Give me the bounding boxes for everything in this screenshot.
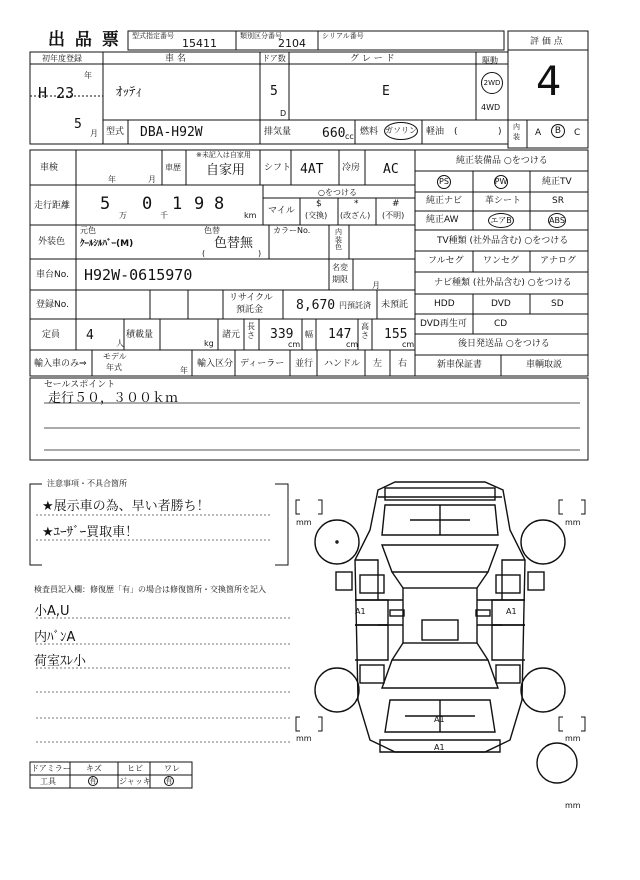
interior-label-2: 装 — [513, 133, 520, 141]
interior-a: A — [535, 128, 542, 138]
door-type: D — [280, 109, 287, 118]
tv-oneseg: ワンセグ — [483, 256, 520, 266]
color-label: 外装色 — [38, 237, 66, 247]
shift-label: シフト — [264, 163, 292, 173]
use-note: ※未記入は自家用 — [196, 151, 251, 159]
width-label: 幅 — [305, 330, 313, 339]
type-no-label: 型式指定番号 — [132, 32, 174, 40]
fuel-gas-circled: ガソリン — [384, 122, 418, 140]
navi-sd: SD — [551, 299, 564, 309]
first-reg-month-unit: 月 — [90, 129, 98, 138]
equip-airbag-circled: エアB — [488, 213, 514, 228]
title-expiry-label-2: 期限 — [332, 275, 348, 284]
mileage-mark-note: ○をつける — [318, 188, 357, 197]
legend-tools-yes: 有 — [89, 776, 97, 785]
legend-scratch: キズ — [86, 764, 102, 773]
sales-point-line-1: 走行５０，３００ｋｍ — [48, 391, 179, 406]
ac-label: 冷房 — [342, 163, 361, 173]
equip-abs-circled: ABS — [548, 213, 566, 228]
recycle-amount: 8,670 — [296, 298, 336, 313]
doors-label: ドア数 — [262, 54, 286, 63]
navi-hdd: HDD — [434, 299, 455, 309]
title-expiry-month: 月 — [372, 281, 380, 290]
damage-rear-a1: A1 — [434, 715, 445, 724]
model-year-unit: 年 — [180, 366, 188, 375]
color-paren-close: ) — [258, 249, 262, 258]
disp-unit: cc — [345, 132, 354, 141]
navi-dvd: DVD — [491, 299, 511, 309]
height-value: 155 — [384, 327, 408, 342]
mileage-unit-sen: 千 — [160, 211, 168, 220]
mileage-digit-1: 5 — [100, 194, 111, 214]
type-no-value: 15411 — [182, 37, 217, 50]
damage-bumper-a1: A1 — [434, 743, 445, 752]
height-unit: cm — [402, 340, 415, 349]
use-label: 車歴 — [165, 163, 181, 172]
handle-label: ハンドル — [324, 359, 361, 369]
inspector-line-3: 荷室ｽﾚ小 — [34, 654, 87, 669]
mileage-unit-km: km — [244, 211, 257, 220]
tire-rear-right-mm: mm — [565, 734, 581, 743]
mileage-digit-3: 1 — [172, 194, 183, 214]
inspector-label: 検査員記入欄：修復歴「有」の場合は修復箇所・交換箇所を記入 — [34, 585, 266, 594]
car-name-label: 車 名 — [165, 54, 186, 64]
import-parallel: 並行 — [295, 359, 314, 369]
equip-pw-circled: PW — [494, 175, 508, 189]
recycle-label-1: リサイクル — [229, 293, 273, 303]
vin-value: H92W-0615970 — [84, 266, 193, 284]
color-orig-value: ｸｰﾙｼﾙﾊﾞｰ(M) — [80, 239, 134, 249]
color-change-label: 色替 — [204, 226, 220, 235]
handle-left: 左 — [373, 359, 383, 369]
class-no-value: 2104 — [278, 37, 306, 50]
ac-value: AC — [383, 162, 399, 177]
model-year-label-2: 年式 — [106, 363, 122, 372]
mileage-dollar: $ — [316, 199, 322, 209]
equip-sr: SR — [552, 196, 564, 206]
grade-value: E — [382, 84, 390, 99]
load-label: 積載量 — [126, 330, 154, 340]
inspector-line-2: 内ﾊﾞﾝA — [34, 630, 76, 645]
load-unit: kg — [204, 339, 214, 348]
sales-point-label: セールスポイント — [44, 380, 116, 390]
notes-label: 注意事項・不具合箇所 — [44, 480, 130, 488]
color-change-value: 色替無 — [214, 236, 254, 251]
title-expiry-label-1: 名変 — [332, 263, 348, 272]
tv-type-title: TV種類 (社外品含む) ○をつける — [437, 236, 569, 246]
mileage-star: * — [354, 199, 359, 209]
notes-line-1: ★展示車の為、早い者勝ち！ — [42, 499, 210, 514]
tire-front-left-mm: mm — [296, 518, 312, 527]
legend-door-mirror: ドアミラー — [31, 764, 71, 773]
first-reg-label: 初年度登録 — [42, 54, 82, 63]
size-label: 諸元 — [222, 330, 241, 340]
color-paren-open: ( — [202, 249, 206, 258]
legend-tools: 工具 — [40, 777, 56, 786]
vin-label: 車台No. — [36, 270, 69, 280]
length-unit: cm — [288, 340, 301, 349]
damage-right-a1: A1 — [506, 607, 517, 616]
wheel-group — [315, 520, 577, 783]
recycle-label-2: 預託金 — [236, 305, 264, 315]
first-reg-year: H 23 — [38, 84, 75, 102]
later-warranty: 新車保証書 — [437, 360, 483, 370]
mileage-hash: # — [392, 199, 400, 209]
serial-label: シリアル番号 — [322, 32, 364, 40]
length-value: 339 — [270, 327, 294, 342]
equip-aw: 純正AW — [426, 215, 459, 225]
model-value: DBA-H92W — [140, 125, 203, 140]
model-year-label-1: モデル — [103, 352, 127, 361]
shift-value: 4AT — [300, 162, 324, 177]
reg-label: 登録No. — [36, 300, 69, 310]
mileage-mile: マイル — [268, 206, 295, 216]
disp-value: 660 — [322, 126, 346, 141]
damage-left-a1: A1 — [355, 607, 366, 616]
mileage-unit-man: 万 — [119, 211, 127, 220]
later-manual: 車輌取説 — [526, 360, 563, 370]
mileage-digit-2: 0 — [142, 194, 153, 214]
navi-cd: CD — [494, 319, 508, 329]
car-name: ｵｯﾃｨ — [116, 85, 142, 100]
recycle-unpaid: 未預託 — [381, 300, 409, 310]
length-label: 長さ — [247, 322, 255, 341]
inspection-month-unit: 月 — [148, 175, 156, 184]
import-label: 輸入車のみ⇒ — [34, 359, 87, 369]
form-title: 出 品 票 — [48, 30, 121, 50]
mileage-star-sub: (改ざん) — [340, 211, 371, 220]
drive-2wd-circled: 2WD — [481, 72, 503, 94]
fuel-paren-close: ) — [498, 127, 502, 137]
first-reg-month: 5 — [74, 117, 82, 132]
model-label: 型式 — [106, 127, 125, 137]
notes-line-2: ★ﾕｰｻﾞｰ買取車！ — [42, 525, 139, 540]
color-orig-label: 元色 — [80, 226, 96, 235]
spare-tire-mm: mm — [565, 801, 581, 810]
interior-b-circled: B — [551, 124, 565, 138]
equip-navi: 純正ナビ — [426, 196, 463, 206]
navi-type-title: ナビ種類 (社外品含む) ○をつける — [434, 278, 572, 288]
grade-label: グ レ ー ド — [350, 54, 395, 64]
inspector-line-1: 小A,U — [34, 604, 70, 619]
fuel-diesel: 軽油 — [426, 127, 445, 137]
mileage-hash-sub: (不明) — [382, 211, 405, 220]
mileage-digit-4: 9 — [194, 194, 205, 214]
drive-4wd: 4WD — [481, 103, 501, 112]
drive-label: 駆動 — [482, 56, 498, 65]
capacity-value: 4 — [86, 328, 94, 343]
inspection-label: 車検 — [40, 163, 59, 173]
rating-value: 4 — [536, 59, 562, 105]
import-class-label: 輸入区分 — [197, 359, 234, 369]
navi-dvd-player: DVD再生可 — [420, 319, 467, 329]
tire-rear-left-mm: mm — [296, 734, 312, 743]
inspection-year-unit: 年 — [108, 175, 116, 184]
legend-jack-yes: 有 — [165, 776, 173, 785]
interior-c: C — [574, 128, 581, 138]
class-no-label: 類別区分番号 — [240, 32, 282, 40]
disp-label: 排気量 — [264, 127, 292, 137]
width-value: 147 — [328, 327, 352, 342]
mileage-dollar-sub: (交換) — [305, 211, 328, 220]
first-reg-year-unit: 年 — [84, 71, 92, 80]
color-no-label: カラーNo. — [273, 226, 311, 235]
tv-analog: アナログ — [540, 256, 577, 266]
tv-fullseg: フルセグ — [428, 256, 464, 266]
equip-leather: 革シート — [485, 196, 522, 206]
fuel-paren-open: ( — [454, 127, 458, 137]
fuel-label: 燃料 — [360, 127, 379, 137]
handle-right: 右 — [398, 359, 408, 369]
equip-ps-circled: PS — [437, 175, 451, 189]
doors-value: 5 — [270, 84, 278, 99]
capacity-label: 定員 — [42, 330, 61, 340]
capacity-unit: 人 — [116, 339, 124, 348]
rating-label: 評 価 点 — [530, 37, 563, 47]
later-title: 後日発送品 ○をつける — [458, 339, 550, 349]
width-unit: cm — [346, 340, 359, 349]
equip-tv: 純正TV — [542, 177, 572, 187]
legend-split: ワレ — [164, 764, 180, 773]
tire-front-right-mm: mm — [565, 518, 581, 527]
height-label: 高さ — [361, 322, 369, 341]
legend-jack: ジャッキ — [119, 777, 151, 786]
mileage-label: 走行距離 — [34, 201, 71, 211]
use-value: 自家用 — [206, 163, 246, 178]
import-dealer: ディーラー — [240, 359, 285, 369]
equipment-title: 純正装備品 ○をつける — [456, 156, 548, 166]
interior-label-1: 内 — [513, 123, 520, 131]
legend-crack: ヒビ — [127, 764, 143, 773]
interior-color-label: 内装色 — [335, 228, 342, 252]
recycle-status: 円預託済 — [339, 301, 371, 310]
mileage-digit-5: 8 — [214, 194, 225, 214]
